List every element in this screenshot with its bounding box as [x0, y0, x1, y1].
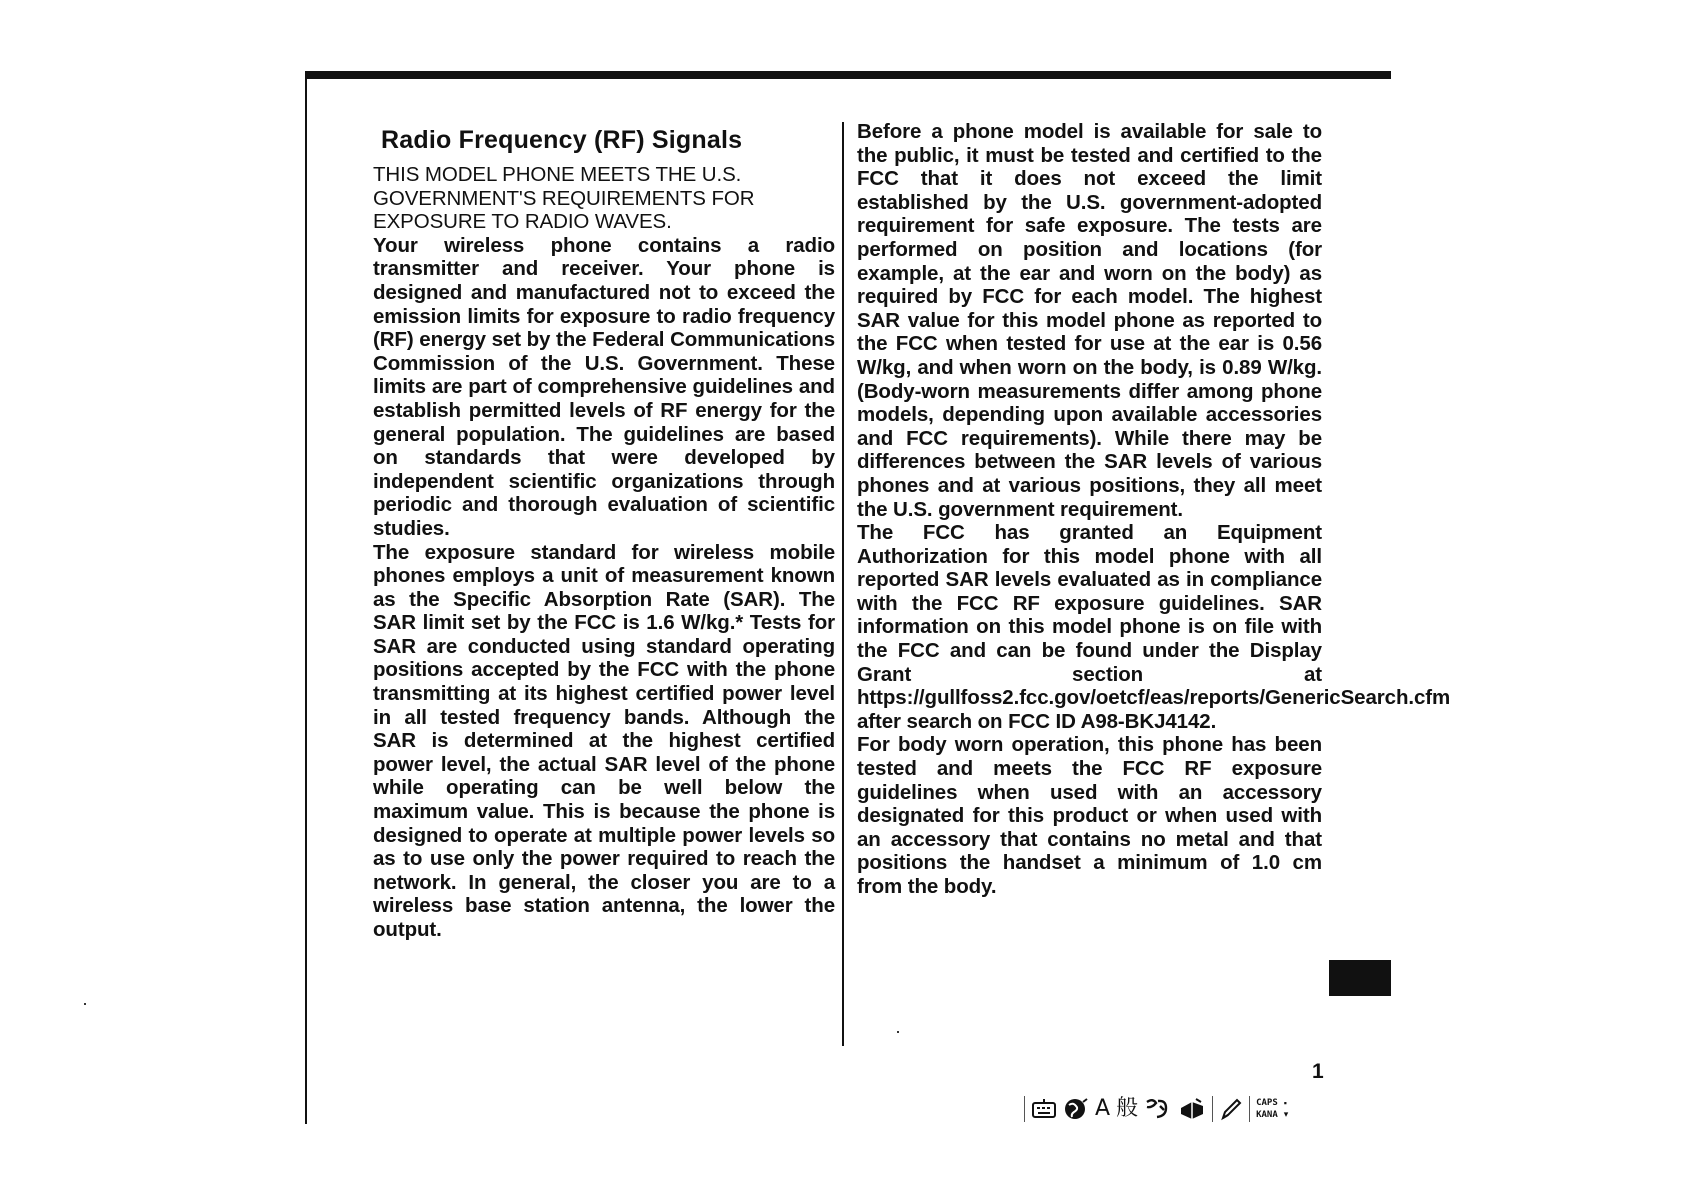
paragraph-testing: Before a phone model is available for sale to the public, it must be tested and certified to the FCC that it does not exceed the limit established by the U.S. government-adopted requirement for safe exposure. The tests are performed on position and locations (for example, at the ear and worn on the body) as required by FCC for each model. The highest SAR value for this model phone as reported to the FCC when tested for use at the ear is 0.56 W/kg, and when worn on the body, is 0.89 W/kg. (Body-worn measurements differ among phone models, depending upon available accessories and FCC requirements). While there may be differences between the SAR levels of various phones and at various positions, they all meet the U.S. government requirement.: [857, 120, 1322, 521]
toolbar-options[interactable]: [1284, 1098, 1289, 1120]
keyboard-icon[interactable]: [1031, 1095, 1057, 1123]
paragraph-transmitter: Your wireless phone contains a radio transmitter and receiver. Your phone is designed and manufactured not to exceed the emission limits for exposure to radio frequency (RF) energy set by the Federal Communications Commission of the U.S. Government. These limits are part of comprehensive guidelines and establish permitted levels of RF energy for the general population. The guidelines are based on standards that were developed by independent scientific organizations through periodic and thorough evaluation of scientific studies.: [373, 233, 835, 540]
caps-line: EXPOSURE TO RADIO WAVES.: [373, 210, 672, 234]
toolbar-separator: [1212, 1096, 1213, 1122]
scan-speck: [84, 1003, 86, 1005]
left-column: [373, 125, 835, 942]
scan-speck: [897, 1031, 899, 1033]
right-column: [857, 120, 1451, 899]
section-heading: Radio Frequency (RF) Signals: [381, 126, 743, 154]
page-number: 1: [1312, 1060, 1324, 1083]
dictionary-icon[interactable]: [1144, 1095, 1172, 1123]
paragraph-body-worn: For body worn operation, this phone has been tested and meets the FCC RF exposure guidelines when used with an accessory designated for this product or when used with an accessory that contains no metal and that positions the handset a minimum of 1.0 cm from the body.: [857, 733, 1322, 898]
paragraph-equipment-authorization: The FCC has granted an Equipment Authorization for this model phone with all reported SAR levels evaluated as in compliance with the FCC RF exposure guidelines. SAR information on this model phone is on file with the FCC and can be found under the Display Grant section at https://gullfoss2.fcc.gov/oetcf/eas/reports/GenericSearch.cfm after search on FCC ID A98-BKJ4142.: [857, 521, 1451, 733]
column-divider: [842, 122, 844, 1046]
caps-line: THIS MODEL PHONE MEETS THE U.S.: [373, 163, 742, 186]
globe-icon[interactable]: [1063, 1095, 1089, 1123]
ime-language-bar: [1024, 1094, 1288, 1124]
top-rule: [305, 71, 1391, 79]
chevron-down-icon: ▾: [1283, 1109, 1289, 1119]
conversion-mode-icon[interactable]: 般: [1116, 1096, 1139, 1121]
toolbar-separator: [1024, 1096, 1025, 1122]
caps-label: CAPS: [1256, 1098, 1278, 1108]
toolbox-icon[interactable]: [1178, 1095, 1206, 1123]
caps-line: GOVERNMENT'S REQUIREMENTS FOR: [373, 186, 755, 210]
options-lines-icon: ▪: [1283, 1098, 1287, 1108]
caps-kana-indicator: [1256, 1097, 1278, 1121]
kana-label: KANA: [1256, 1110, 1278, 1120]
pen-icon[interactable]: [1219, 1095, 1243, 1123]
input-mode-icon[interactable]: A: [1095, 1096, 1111, 1121]
requirements-statement: [373, 163, 835, 234]
paragraph-exposure-standard: The exposure standard for wireless mobile phones employs a unit of measurement known as the Specific Absorption Rate (SAR). The SAR limit set by the FCC is 1.6 W/kg.* Tests for SAR are conducted using standard operating positions accepted by the FCC with the phone transmitting at its highest certified power level in all tested frequency bands. Although the SAR is determined at the highest certified power level, the actual SAR level of the phone while operating can be well below the maximum value. This is because the phone is designed to operate at multiple power levels so as to use only the power required to reach the network. In general, the closer you are to a wireless base station antenna, the lower the output.: [373, 540, 835, 941]
left-border-line: [305, 79, 307, 1124]
toolbar-separator: [1249, 1096, 1250, 1122]
section-tab-marker: [1329, 960, 1391, 996]
